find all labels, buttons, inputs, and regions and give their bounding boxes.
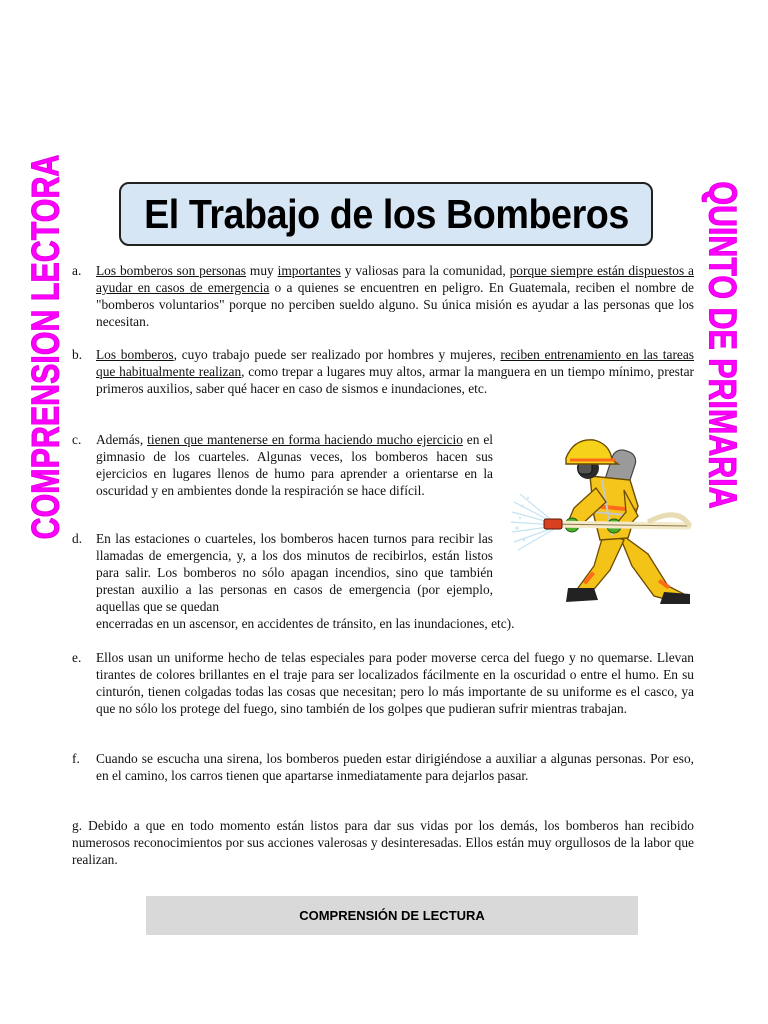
text-span: y valiosas para la comunidad, [340, 263, 510, 278]
footer-label: COMPRENSIÓN DE LECTURA [299, 908, 485, 923]
paragraph-g: g. Debido a que en todo momento están listos para dar sus vidas por los demás, los bomberos han recibido numerosos reconocimientos por sus acciones valerosas y desinteresadas. Ellos están muy orgullosos de la labor que realizan. [72, 818, 694, 867]
paragraph-b [72, 346, 694, 397]
text-span: o a quienes se encuentren en peligro. En Guatemala, reciben el nombre de "bomberos voluntarios" porque no perciben sueldo alguno. Su única misión es ayudar a las personas que los necesitan. [96, 280, 694, 329]
text-span: Además, [96, 432, 148, 447]
paragraph-d [72, 530, 493, 615]
paragraph-f-text: Cuando se escucha una sirena, los bomberos pueden estar dirigiéndose a auxiliar a algunas personas. Por eso, en el camino, los carros tienen que apartarse inmediatamente para dejarlos pasar. [96, 751, 694, 783]
footer-banner [146, 896, 638, 935]
side-label-right: QUINTO DE PRIMARIA [700, 181, 744, 509]
text-span: reciben entrenamiento en las tareas que habitualmente realizan [96, 347, 695, 379]
text-span: , cuyo trabajo puede ser realizado por hombres y mujeres, [173, 347, 501, 362]
firefighter-illustration [508, 436, 693, 612]
paragraph-e-text: Ellos usan un uniforme hecho de telas especiales para poder moverse cerca del fuego y no quemarse. Llevan tirantes de colores brillantes en el traje para ser localizados fácilmente en la oscuridad o entre el humo. En su cinturón, tienen colgadas todas las cosas que necesitan; pero lo más importante de su uniforme es el casco, ya que no sólo los protege del fuego, sino también de los golpes que pudieran sufrir mientras trabajan. [96, 650, 694, 716]
paragraph-marker: b. [72, 347, 83, 362]
title-box [119, 182, 653, 246]
text-span: importantes [277, 263, 341, 278]
paragraph-e [72, 649, 694, 717]
page-title: El Trabajo de los Bomberos [143, 190, 629, 237]
paragraph-marker: c. [72, 432, 82, 447]
paragraph-a [72, 262, 694, 330]
paragraph-marker: d. [72, 531, 83, 546]
text-span: Los bomberos son personas [96, 263, 247, 278]
paragraph-marker: e. [72, 650, 82, 665]
paragraph-d-last-line: encerradas en un ascensor, en accidentes de tránsito, en las inundaciones, etc). [96, 616, 515, 631]
text-span: porque siempre están dispuestos a ayudar en casos de emergencia [96, 263, 694, 295]
side-label-left: COMPRENSION LECTORA [24, 154, 68, 540]
text-span: en el gimnasio de los cuarteles. Algunas veces, los bomberos hacen sus ejercicios en lugares llenos de humo para aprender a orientarse en la oscuridad y en ambientes donde la respiración se hace difícil. [96, 432, 494, 498]
text-span: , como trepar a lugares muy altos, armar la manguera en un tiempo mínimo, prestar primeros auxilios, saber qué hacer en caso de sismos e inundaciones, etc. [96, 364, 694, 396]
text-span: tienen que mantenerse en forma haciendo mucho ejercicio [147, 432, 463, 447]
paragraph-f [72, 750, 694, 784]
paragraph-d-text: En las estaciones o cuarteles, los bomberos hacen turnos para recibir las llamadas de emergencia, y, a los dos minutos de recibirlos, están listos para salir. Los bomberos no sólo apagan incendios, sino que también prestan auxilio a las personas en casos de emergencia (por ejemplo, aquellas que se quedan [96, 531, 493, 614]
text-span: muy [246, 263, 278, 278]
paragraph-marker: a. [72, 263, 82, 278]
text-span: Los bomberos [96, 347, 174, 362]
paragraph-c [72, 431, 493, 499]
paragraph-marker: f. [72, 751, 80, 766]
